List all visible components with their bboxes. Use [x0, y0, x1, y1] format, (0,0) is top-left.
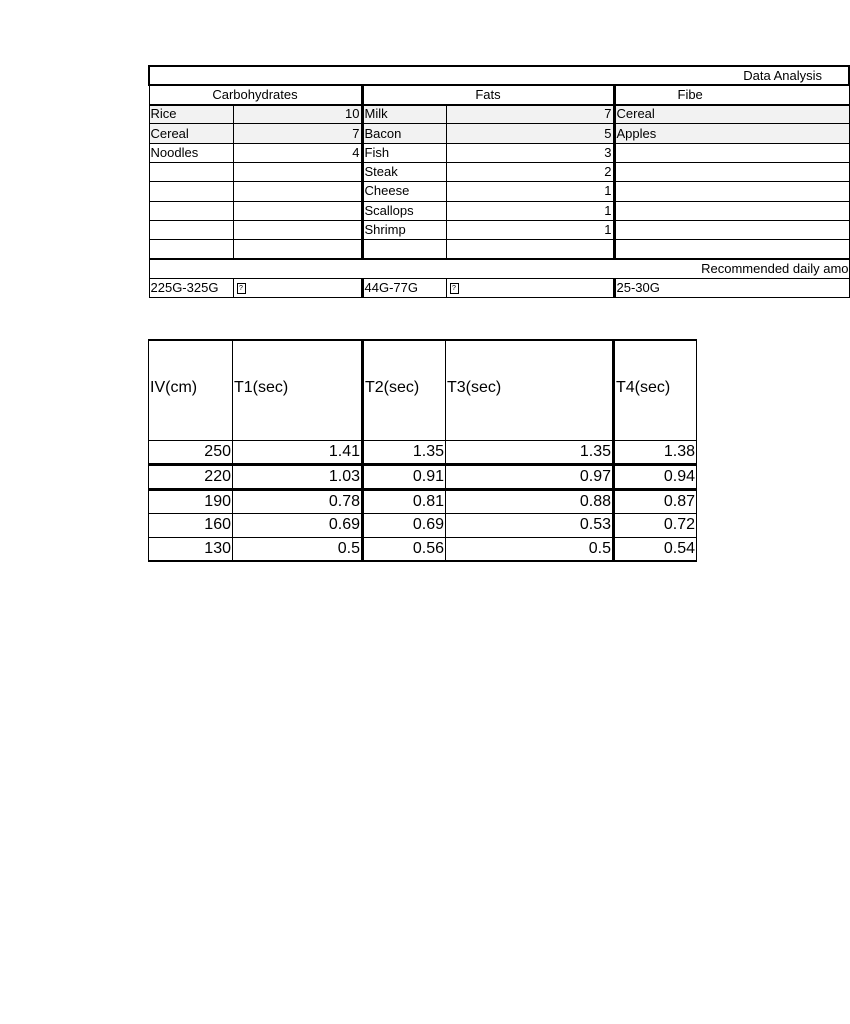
carb-item[interactable] — [149, 201, 233, 220]
table-row — [149, 201, 849, 220]
header-row — [149, 340, 697, 440]
fat-value[interactable] — [446, 240, 614, 259]
t1-value[interactable]: 0.5 — [233, 537, 363, 561]
timing-table — [148, 339, 697, 562]
fiber-item[interactable]: Cereal — [614, 105, 849, 124]
table-row — [149, 440, 697, 464]
iv-value[interactable]: 190 — [149, 489, 233, 513]
recommended-label[interactable]: Recommended daily amo — [149, 259, 849, 278]
table-row — [149, 240, 849, 259]
carb-value[interactable] — [233, 240, 362, 259]
fat-value[interactable]: 7 — [446, 105, 614, 124]
t1-value[interactable]: 1.41 — [233, 440, 363, 464]
t4-value[interactable]: 0.54 — [614, 537, 697, 561]
fiber-item[interactable] — [614, 220, 849, 239]
header-t4[interactable]: T4(sec) — [614, 340, 697, 440]
fat-value[interactable]: 5 — [446, 124, 614, 143]
t2-value[interactable]: 0.56 — [363, 537, 446, 561]
fat-item[interactable] — [362, 240, 446, 259]
carb-item[interactable]: Rice — [149, 105, 233, 124]
fiber-item[interactable] — [614, 182, 849, 201]
carb-item[interactable] — [149, 220, 233, 239]
table-row — [149, 162, 849, 181]
carb-recommended-note[interactable] — [233, 278, 362, 297]
fiber-item[interactable]: Apples — [614, 124, 849, 143]
header-row — [149, 85, 849, 104]
carb-value[interactable] — [233, 201, 362, 220]
fiber-recommended[interactable]: 25-30G — [614, 278, 849, 297]
table-row — [149, 537, 697, 561]
fat-item[interactable]: Milk — [362, 105, 446, 124]
nutrition-sheet — [148, 65, 849, 302]
fat-item[interactable]: Cheese — [362, 182, 446, 201]
t3-value[interactable]: 0.53 — [446, 513, 614, 537]
header-fiber[interactable]: Fibe — [614, 85, 849, 104]
timing-sheet — [148, 339, 696, 558]
fat-value[interactable]: 1 — [446, 201, 614, 220]
carb-recommended[interactable]: 225G-325G — [149, 278, 233, 297]
t1-value[interactable]: 0.78 — [233, 489, 363, 513]
recommended-label-row — [149, 259, 849, 278]
fat-item[interactable]: Shrimp — [362, 220, 446, 239]
t4-value[interactable]: 0.72 — [614, 513, 697, 537]
carb-value[interactable] — [233, 182, 362, 201]
iv-value[interactable]: 220 — [149, 464, 233, 489]
table-row — [149, 182, 849, 201]
table-row — [149, 464, 697, 489]
fiber-item[interactable] — [614, 143, 849, 162]
carb-item[interactable]: Cereal — [149, 124, 233, 143]
fat-value[interactable]: 1 — [446, 220, 614, 239]
t3-value[interactable]: 1.35 — [446, 440, 614, 464]
header-t1[interactable]: T1(sec) — [233, 340, 363, 440]
iv-value[interactable]: 250 — [149, 440, 233, 464]
t1-value[interactable]: 0.69 — [233, 513, 363, 537]
fiber-item[interactable] — [614, 201, 849, 220]
carb-value[interactable] — [233, 220, 362, 239]
t2-value[interactable]: 0.69 — [363, 513, 446, 537]
carb-value[interactable]: 7 — [233, 124, 362, 143]
t2-value[interactable]: 0.91 — [363, 464, 446, 489]
carb-value[interactable] — [233, 162, 362, 181]
table-row — [149, 489, 697, 513]
t3-value[interactable]: 0.5 — [446, 537, 614, 561]
carb-item[interactable] — [149, 162, 233, 181]
header-t3[interactable]: T3(sec) — [446, 340, 614, 440]
fat-item[interactable]: Steak — [362, 162, 446, 181]
header-iv[interactable]: IV(cm) — [149, 340, 233, 440]
t3-value[interactable]: 0.88 — [446, 489, 614, 513]
fiber-item[interactable] — [614, 240, 849, 259]
t4-value[interactable]: 1.38 — [614, 440, 697, 464]
header-t2[interactable]: T2(sec) — [363, 340, 446, 440]
fat-recommended[interactable]: 44G-77G — [362, 278, 446, 297]
t4-value[interactable]: 0.94 — [614, 464, 697, 489]
t2-value[interactable]: 0.81 — [363, 489, 446, 513]
fat-item[interactable]: Fish — [362, 143, 446, 162]
carb-value[interactable]: 10 — [233, 105, 362, 124]
carb-item[interactable] — [149, 182, 233, 201]
table-row — [149, 220, 849, 239]
title-row — [149, 66, 849, 85]
table-row — [149, 105, 849, 124]
missing-glyph-icon: ? — [450, 283, 459, 294]
carb-value[interactable]: 4 — [233, 143, 362, 162]
t1-value[interactable]: 1.03 — [233, 464, 363, 489]
nutrition-table — [148, 65, 850, 298]
carb-item[interactable]: Noodles — [149, 143, 233, 162]
fat-item[interactable]: Scallops — [362, 201, 446, 220]
fat-value[interactable]: 1 — [446, 182, 614, 201]
carb-item[interactable] — [149, 240, 233, 259]
header-carbohydrates[interactable]: Carbohydrates — [149, 85, 362, 104]
fiber-item[interactable] — [614, 162, 849, 181]
missing-glyph-icon: ? — [237, 283, 246, 294]
fat-value[interactable]: 2 — [446, 162, 614, 181]
iv-value[interactable]: 160 — [149, 513, 233, 537]
recommended-row — [149, 278, 849, 297]
fat-recommended-note[interactable] — [446, 278, 614, 297]
t4-value[interactable]: 0.87 — [614, 489, 697, 513]
iv-value[interactable]: 130 — [149, 537, 233, 561]
table-row — [149, 513, 697, 537]
header-fats[interactable]: Fats — [362, 85, 614, 104]
fat-item[interactable]: Bacon — [362, 124, 446, 143]
table-row — [149, 143, 849, 162]
table-title[interactable]: Data Analysis — [149, 66, 849, 85]
table-row — [149, 124, 849, 143]
t3-value[interactable]: 0.97 — [446, 464, 614, 489]
t2-value[interactable]: 1.35 — [363, 440, 446, 464]
fat-value[interactable]: 3 — [446, 143, 614, 162]
